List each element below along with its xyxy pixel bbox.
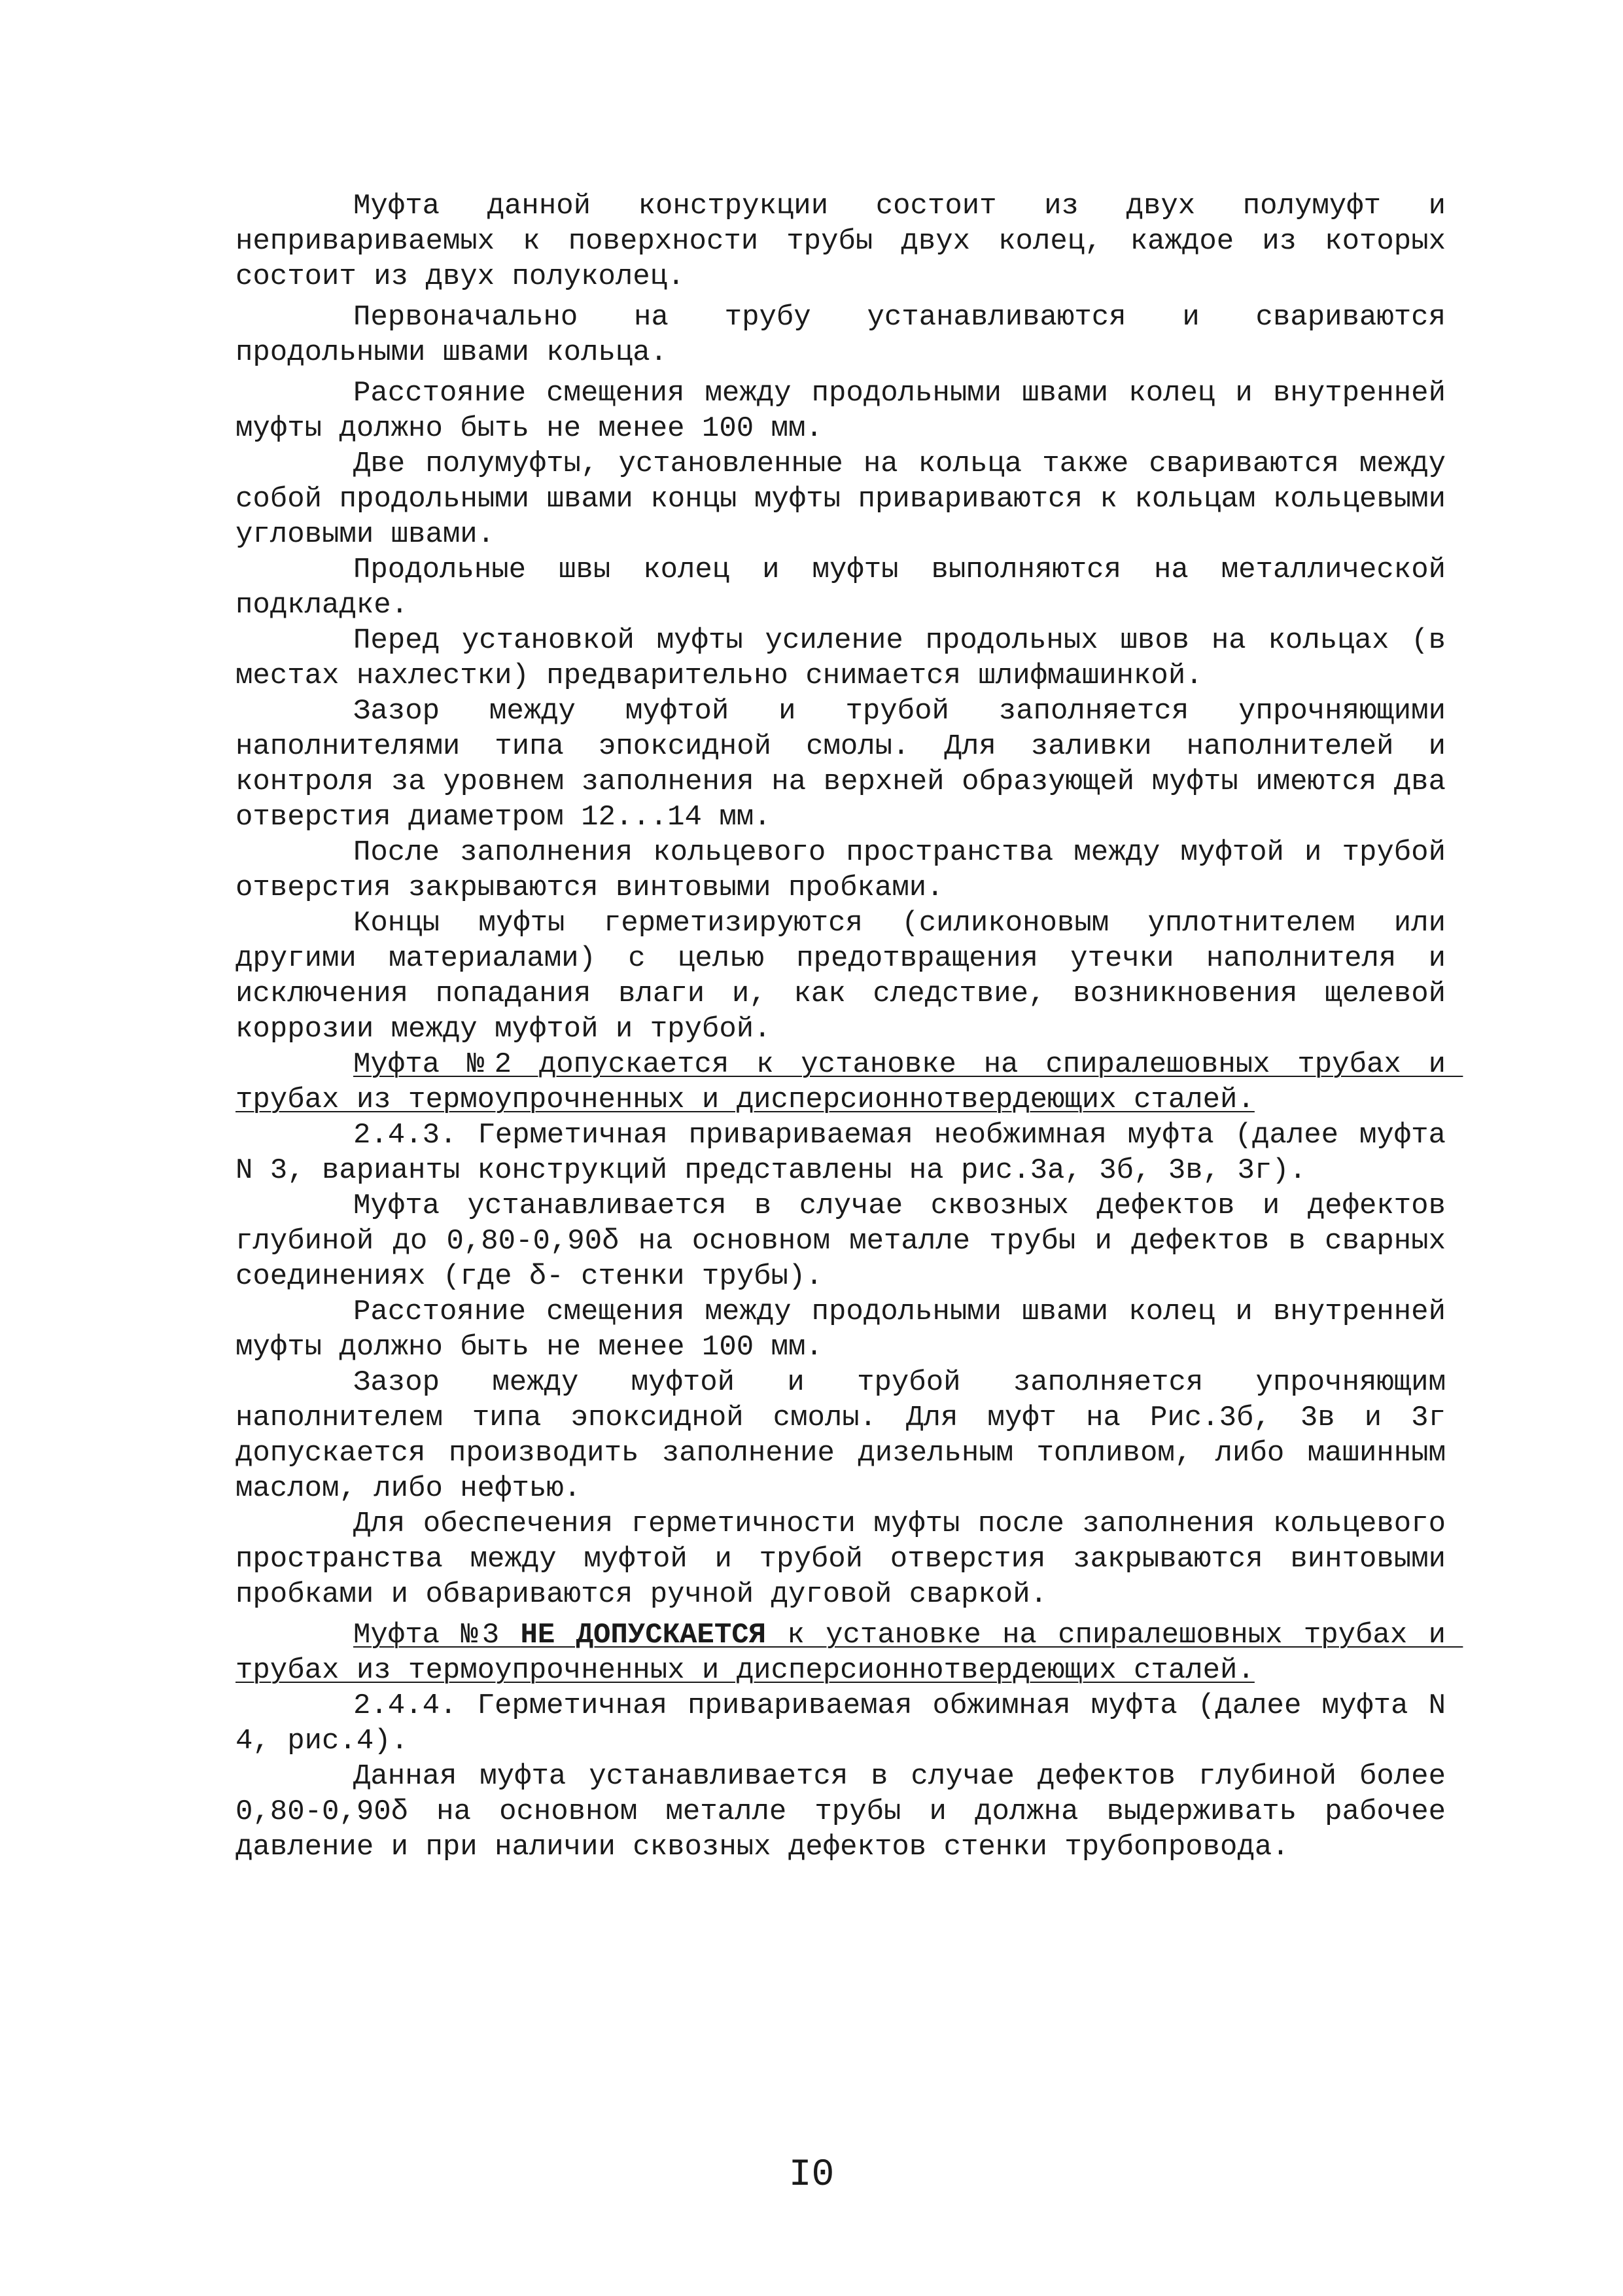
paragraph: Продольные швы колец и муфты выполняются на металлической подкладке. bbox=[236, 554, 1463, 622]
section-2-4-3-heading: 2.4.3. Герметичная привариваемая необжимная муфта (далее муфта N 3, варианты конструкций представлены на рис.3а, 3б, 3в, 3г). bbox=[236, 1119, 1463, 1187]
paragraph: Первоначально на трубу устанавливаются и свариваются продольными швами кольца. bbox=[236, 301, 1463, 369]
section-2-4-4-heading: 2.4.4. Герметичная привариваемая обжимная муфта (далее муфта N 4, рис.4). bbox=[236, 1689, 1463, 1757]
paragraph: Две полумуфты, установленные на кольца также свариваются между собой продольными швами концы муфты привариваются к кольцам кольцевыми угловыми швами. bbox=[236, 448, 1463, 551]
note-mufta-2: Муфта №2 допускается к установке на спиралешовных трубах и трубах из термоупрочненных и дисперсионнотвердеющих сталей. bbox=[236, 1048, 1463, 1116]
note-mufta-3 bbox=[236, 1617, 1463, 1688]
paragraph: Для обеспечения герметичности муфты после заполнения кольцевого пространства между муфтой и трубой отверстия закрываются винтовыми пробками и обвариваются ручной дуговой сваркой. bbox=[236, 1508, 1463, 1611]
document-body bbox=[236, 188, 1463, 1865]
paragraph: Муфта данной конструкции состоит из двух полумуфт и непривариваемых к поверхности трубы двух колец, каждое из которых состоит из двух полуколец. bbox=[236, 190, 1463, 293]
paragraph: После заполнения кольцевого пространства между муфтой и трубой отверстия закрываются винтовыми пробками. bbox=[236, 836, 1463, 904]
paragraph: Зазор между муфтой и трубой заполняется упрочняющим наполнителем типа эпоксидной смолы. Для муфт на Рис.3б, 3в и 3г допускается производить заполнение дизельным топливом, либо машинным маслом, либо нефтью. bbox=[236, 1366, 1463, 1505]
paragraph: Концы муфты герметизируются (силиконовым уплотнителем или другими материалами) с целью предотвращения утечки наполнителя и исключения попадания влаги и, как следствие, возникновения щелевой коррозии между муфтой и трубой. bbox=[236, 907, 1463, 1046]
note-mufta-3-prefix: Муфта №3 bbox=[353, 1619, 521, 1651]
paragraph: Расстояние смещения между продольными швами колец и внутренней муфты должно быть не менее 100 мм. bbox=[236, 1296, 1463, 1364]
page-number: I0 bbox=[788, 2154, 835, 2197]
note-mufta-3-suffix: к установке на спиралешовных трубах и трубах из термоупрочненных и дисперсионнотвердеющих сталей. bbox=[236, 1619, 1463, 1687]
paragraph: Муфта устанавливается в случае сквозных дефектов и дефектов глубиной до 0,80-0,90δ на основном металле трубы и дефектов в сварных соединениях (где δ- стенки трубы). bbox=[236, 1190, 1463, 1293]
note-mufta-3-emphasis: НЕ ДОПУСКАЕТСЯ bbox=[520, 1619, 767, 1651]
paragraph: Расстояние смещения между продольными швами колец и внутренней муфты должно быть не менее 100 мм. bbox=[236, 377, 1463, 445]
paragraph: Перед установкой муфты усиление продольных швов на кольцах (в местах нахлестки) предварительно снимается шлифмашинкой. bbox=[236, 624, 1463, 692]
paragraph: Данная муфта устанавливается в случае дефектов глубиной более 0,80-0,90δ на основном металле трубы и должна выдерживать рабочее давление и при наличии сквозных дефектов стенки трубопровода. bbox=[236, 1760, 1463, 1863]
paragraph: Зазор между муфтой и трубой заполняется упрочняющими наполнителями типа эпоксидной смолы. Для заливки наполнителей и контроля за уровнем заполнения на верхней образующей муфты имеются два отверстия диаметром 12...14 мм. bbox=[236, 695, 1463, 834]
